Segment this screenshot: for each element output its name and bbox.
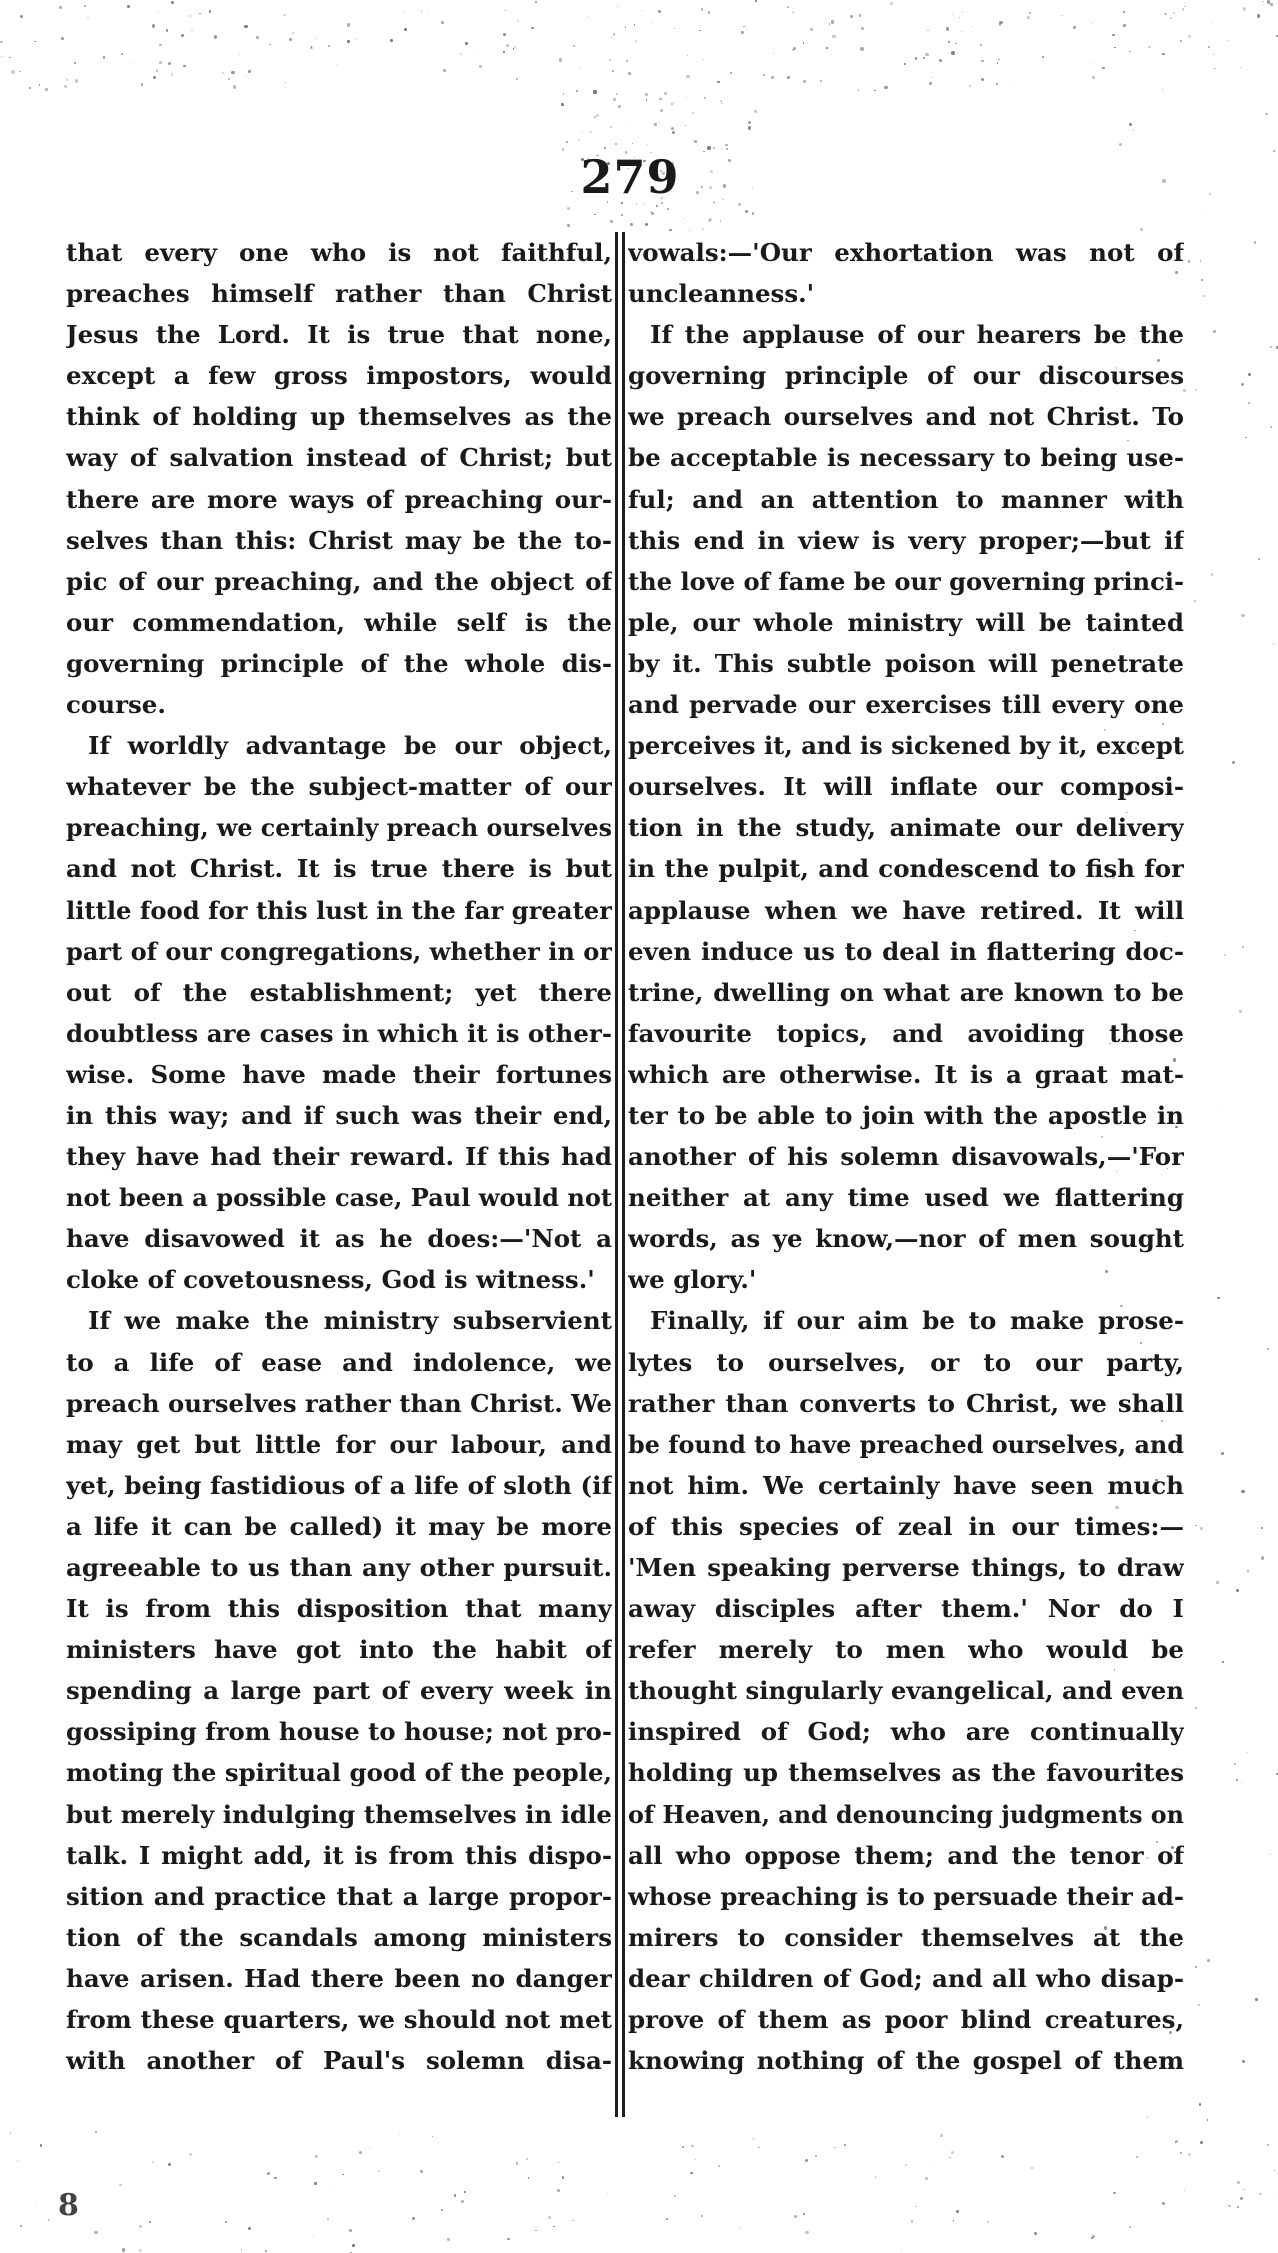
text-line: prove of them as poor blind creatures, bbox=[628, 2005, 1184, 2035]
text-line: ourselves. It will inflate our composi- bbox=[628, 772, 1184, 802]
text-line: not been a possible case, Paul would not bbox=[66, 1183, 612, 1213]
text-line: may get but little for our labour, and bbox=[66, 1429, 612, 1459]
text-line: by it. This subtle poison will penetrate bbox=[628, 648, 1184, 678]
text-line: and pervade our exercises till every one bbox=[628, 690, 1184, 720]
text-line: preaching, we certainly preach ourselves bbox=[66, 813, 612, 843]
text-line: It is from this disposition that many bbox=[66, 1594, 612, 1624]
text-line: not him. We certainly have seen much bbox=[628, 1470, 1184, 1500]
text-line: preaches himself rather than Christ bbox=[66, 279, 612, 309]
text-line: even induce us to deal in flattering doc- bbox=[628, 936, 1184, 966]
text-line: vowals:—'Our exhortation was not of bbox=[628, 238, 1184, 267]
text-line: but merely indulging themselves in idle bbox=[66, 1799, 612, 1829]
text-line: rather than converts to Christ, we shall bbox=[628, 1388, 1184, 1418]
text-line: lytes to ourselves, or to our party, bbox=[628, 1347, 1184, 1377]
text-line: thought singularly evangelical, and even bbox=[628, 1676, 1184, 1706]
text-line: the love of fame be our governing princi- bbox=[628, 566, 1184, 596]
text-line: ple, our whole ministry will be tainted bbox=[628, 607, 1184, 637]
text-line: way of salvation instead of Christ; but bbox=[66, 443, 612, 473]
text-line: with another of Paul's solemn disa- bbox=[66, 2046, 612, 2076]
text-line: cloke of covetousness, God is witness.' bbox=[66, 1265, 595, 1295]
text-line: inspired of God; who are continually bbox=[628, 1717, 1184, 1747]
right-column bbox=[628, 232, 1184, 2081]
text-line: from these quarters, we should not met bbox=[66, 2005, 612, 2035]
text-line: ministers have got into the habit of bbox=[66, 1635, 612, 1665]
text-line: refer merely to men who would be bbox=[628, 1635, 1184, 1665]
text-line: mirers to consider themselves at the bbox=[628, 1922, 1184, 1952]
text-line: there are more ways of preaching our- bbox=[66, 484, 612, 514]
text-line: ter to be able to join with the apostle in bbox=[628, 1100, 1184, 1130]
text-line: think of holding up themselves as the bbox=[66, 402, 612, 432]
text-line: course. bbox=[66, 690, 166, 720]
text-line: If worldly advantage be our object, bbox=[88, 731, 612, 761]
text-line: doubtless are cases in which it is other- bbox=[66, 1018, 612, 1048]
text-line: we preach ourselves and not Christ. To bbox=[628, 402, 1184, 432]
text-line: talk. I might add, it is from this dispo- bbox=[66, 1840, 612, 1870]
text-line: ful; and an attention to manner with bbox=[628, 484, 1184, 514]
text-line: of this species of zeal in our times:— bbox=[628, 1511, 1184, 1541]
left-column bbox=[66, 232, 612, 2081]
text-line: If the applause of our hearers be the bbox=[650, 320, 1184, 350]
text-line: knowing nothing of the gospel of them bbox=[628, 2046, 1184, 2076]
text-line: spending a large part of every week in bbox=[66, 1676, 612, 1706]
text-line: to a life of ease and indolence, we bbox=[66, 1347, 612, 1377]
text-line: tion in the study, animate our delivery bbox=[628, 813, 1184, 843]
text-line: If we make the ministry subservient bbox=[88, 1306, 612, 1336]
text-line: yet, being fastidious of a life of sloth (if bbox=[66, 1470, 612, 1500]
text-line: have disavowed it as he does:—'Not a bbox=[66, 1224, 612, 1254]
text-line: in the pulpit, and condescend to fish for bbox=[628, 854, 1184, 884]
text-line: tion of the scandals among ministers bbox=[66, 1922, 612, 1952]
text-line: gossiping from house to house; not pro- bbox=[66, 1717, 612, 1747]
text-line: that every one who is not faithful, bbox=[66, 238, 612, 267]
text-line: trine, dwelling on what are known to be bbox=[628, 977, 1184, 1007]
text-line: and not Christ. It is true there is but bbox=[66, 854, 612, 884]
text-line: little food for this lust in the far greater bbox=[66, 895, 612, 925]
text-line: perceives it, and is sickened by it, except bbox=[628, 731, 1184, 761]
text-line: be found to have preached ourselves, and bbox=[628, 1429, 1184, 1459]
text-line: another of his solemn disavowals,—'For bbox=[628, 1142, 1184, 1172]
text-line: Finally, if our aim be to make prose- bbox=[650, 1306, 1184, 1336]
text-line: whose preaching is to persuade their ad- bbox=[628, 1881, 1184, 1911]
text-line: selves than this: Christ may be the to- bbox=[66, 525, 612, 555]
text-line: favourite topics, and avoiding those bbox=[628, 1018, 1184, 1048]
text-line: governing principle of our discourses bbox=[628, 361, 1184, 391]
text-line: of Heaven, and denouncing judgments on bbox=[628, 1799, 1184, 1829]
text-line: our commendation, while self is the bbox=[66, 607, 612, 637]
text-line: whatever be the subject-matter of our bbox=[66, 772, 612, 802]
footer-mark: 8 bbox=[58, 2188, 79, 2223]
text-line: except a few gross impostors, would bbox=[66, 361, 612, 391]
column-divider-right bbox=[622, 232, 625, 2117]
text-line: in this way; and if such was their end, bbox=[66, 1100, 612, 1130]
text-line: a life it can be called) it may be more bbox=[66, 1511, 612, 1541]
text-line: governing principle of the whole dis- bbox=[66, 648, 612, 678]
text-line: wise. Some have made their fortunes bbox=[66, 1059, 612, 1089]
text-line: all who oppose them; and the tenor of bbox=[628, 1840, 1184, 1870]
text-line: we glory.' bbox=[628, 1265, 757, 1295]
column-divider-left bbox=[615, 232, 618, 2117]
text-line: pic of our preaching, and the object of bbox=[66, 566, 612, 596]
text-line: which are otherwise. It is a graat mat- bbox=[628, 1059, 1184, 1089]
text-line: have arisen. Had there been no danger bbox=[66, 1963, 612, 1993]
text-line: part of our congregations, whether in or bbox=[66, 936, 612, 966]
text-line: preach ourselves rather than Christ. We bbox=[66, 1388, 612, 1418]
text-line: be acceptable is necessary to being use- bbox=[628, 443, 1184, 473]
text-line: neither at any time used we flattering bbox=[628, 1183, 1184, 1213]
text-line: sition and practice that a large propor- bbox=[66, 1881, 612, 1911]
text-line: out of the establishment; yet there bbox=[66, 977, 612, 1007]
text-line: applause when we have retired. It will bbox=[628, 895, 1184, 925]
text-line: agreeable to us than any other pursuit. bbox=[66, 1553, 612, 1582]
text-line: this end in view is very proper;—but if bbox=[628, 525, 1184, 555]
text-line: away disciples after them.' Nor do I bbox=[628, 1594, 1184, 1624]
text-line: holding up themselves as the favourites bbox=[628, 1758, 1184, 1788]
page-number: 279 bbox=[580, 150, 680, 204]
text-line: Jesus the Lord. It is true that none, bbox=[66, 320, 612, 350]
text-line: uncleanness.' bbox=[628, 279, 815, 309]
text-line: dear children of God; and all who disap- bbox=[628, 1963, 1184, 1993]
text-line: they have had their reward. If this had bbox=[66, 1142, 612, 1172]
text-line: words, as ye know,—nor of men sought bbox=[628, 1224, 1184, 1254]
text-line: 'Men speaking perverse things, to draw bbox=[628, 1553, 1184, 1582]
text-line: moting the spiritual good of the people, bbox=[66, 1758, 612, 1788]
